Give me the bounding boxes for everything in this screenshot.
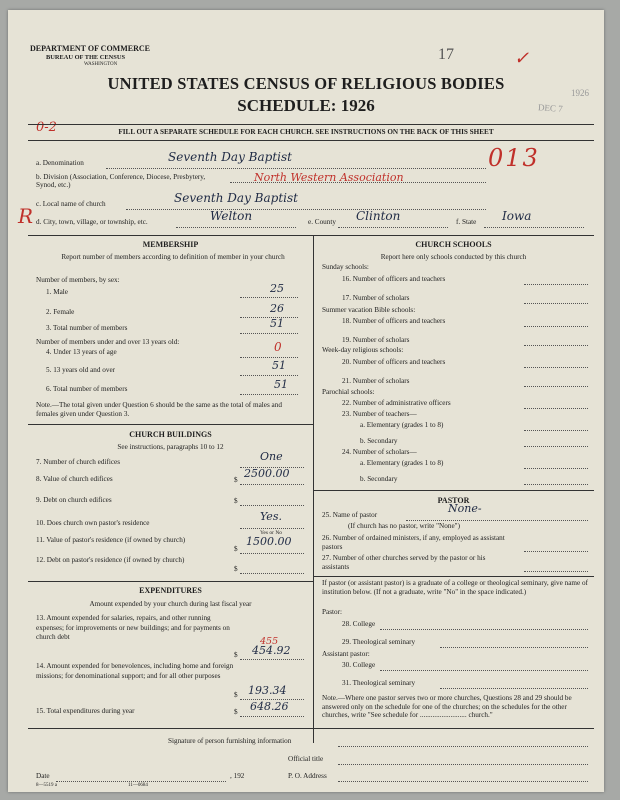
q24a-line: [524, 468, 588, 469]
q10-value[interactable]: Yes.: [260, 510, 282, 523]
code-left: 0-2: [36, 120, 57, 135]
college-intro: If pastor (or assistant pastor) is a graduate of a college or theological seminary, give name of institution below. (If not a graduate, write "No" in the space indicated.): [322, 579, 588, 596]
q6-value[interactable]: 51: [274, 378, 288, 391]
schools-title: CHURCH SCHOOLS: [415, 240, 492, 249]
q19-label: 19. Number of scholars: [342, 336, 410, 344]
q27-label: 27. Number of other churches served by the pastor or his assistants: [322, 554, 486, 571]
q8-value[interactable]: 2500.00: [244, 467, 290, 480]
county-line: [338, 227, 448, 228]
buildings-title: CHURCH BUILDINGS: [129, 430, 212, 439]
q9-dollar: $: [234, 497, 238, 505]
city-line: [176, 227, 296, 228]
pastor-rule: [313, 490, 594, 491]
division-label: b. Division (Association, Conference, Diocese, Presbytery, Synod, etc.): [36, 173, 206, 189]
q10-line: [240, 528, 304, 529]
q10-label: 10. Does church own pastor's residence: [36, 519, 150, 527]
membership-subtitle: Report number of members according to definition of member in your church: [61, 253, 285, 261]
q12-line: [240, 573, 304, 574]
q22-line: [524, 408, 588, 409]
q4-value[interactable]: 0: [274, 340, 282, 354]
q24a-label: a. Elementary (grades 1 to 8): [360, 459, 444, 467]
q1-label: 1. Male: [46, 288, 68, 296]
q6-label: 6. Total number of members: [46, 385, 128, 393]
q11-line: [240, 553, 304, 554]
q15-label: 15. Total expenditures during year: [36, 707, 135, 715]
buildings-rule: [28, 424, 313, 425]
county-value[interactable]: Clinton: [356, 209, 401, 223]
q14-label: 14. Amount expended for benevolences, including home and foreign missions; for denominational support; and for all other purposes: [36, 662, 234, 680]
document-title: UNITED STATES CENSUS OF RELIGIOUS BODIES: [107, 74, 505, 93]
q19-line: [524, 345, 588, 346]
date-line[interactable]: [56, 781, 226, 782]
department-label: DEPARTMENT OF COMMERCE: [30, 44, 151, 53]
q9-line: [240, 505, 304, 506]
schedule-title: SCHEDULE: 1926: [237, 96, 375, 115]
signature-line[interactable]: [338, 746, 588, 747]
date-stamp: DEC 7: [537, 102, 564, 114]
q5-label: 5. 13 years old and over: [46, 366, 116, 374]
q8-line: [240, 484, 304, 485]
q29-label: 29. Theological seminary: [342, 638, 416, 646]
by-sex-label: Number of members, by sex:: [36, 276, 120, 284]
buildings-subtitle: See instructions, paragraphs 10 to 12: [117, 443, 224, 451]
q11-value[interactable]: 1500.00: [246, 535, 292, 548]
po-address-line[interactable]: [338, 781, 588, 782]
q18-label: 18. Number of officers and teachers: [342, 317, 446, 325]
bureau-label: BUREAU OF THE CENSUS: [46, 54, 126, 61]
footer-rule: [28, 728, 594, 729]
q23b-line: [524, 446, 588, 447]
q25-note: (If church has no pastor, write "None"): [348, 522, 460, 530]
city-field-label: d. City, town, village, or township, etc.: [36, 218, 148, 226]
expenditures-title: EXPENDITURES: [139, 586, 202, 595]
q13-value-b[interactable]: 454.92: [252, 644, 291, 657]
instruction-line: FILL OUT A SEPARATE SCHEDULE FOR EACH CHURCH. SEE INSTRUCTIONS ON THE BACK OF THIS SHEET: [118, 128, 494, 136]
local-name-label: c. Local name of church: [36, 200, 106, 208]
local-name-value[interactable]: Seventh Day Baptist: [174, 191, 298, 205]
q7-value[interactable]: One: [260, 450, 283, 463]
q11-dollar: $: [234, 545, 238, 553]
q12-label: 12. Debt on pastor's residence (if owned by church): [36, 556, 185, 564]
assistant-sub-label: Assistant pastor:: [322, 650, 370, 658]
q23-label: 23. Number of teachers—: [342, 410, 417, 418]
denomination-label: a. Denomination: [36, 159, 84, 167]
q29-line: [440, 647, 588, 648]
schools-subtitle: Report here only schools conducted by this church: [380, 253, 527, 261]
q28-line: [380, 629, 588, 630]
q7-label: 7. Number of church edifices: [36, 458, 121, 466]
q2-value[interactable]: 26: [270, 302, 284, 315]
q22-label: 22. Number of administrative officers: [342, 399, 451, 407]
q30-label: 30. College: [342, 661, 376, 669]
under-over-label: Number of members under and over 13 years old:: [36, 338, 180, 346]
official-title-line[interactable]: [338, 764, 588, 765]
q21-label: 21. Number of scholars: [342, 377, 410, 385]
section-divider: [28, 235, 594, 236]
denomination-value[interactable]: Seventh Day Baptist: [168, 150, 292, 164]
q1-line: [240, 297, 298, 298]
city-label: WASHINGTON: [84, 62, 118, 67]
q12-dollar: $: [234, 565, 238, 573]
q2-label: 2. Female: [46, 308, 75, 316]
year-label: , 192: [230, 772, 245, 780]
q23a-label: a. Elementary (grades 1 to 8): [360, 421, 444, 429]
q24-label: 24. Number of scholars—: [342, 448, 417, 456]
county-label: e. County: [308, 218, 336, 226]
q24b-label: b. Secondary: [360, 475, 398, 483]
q30-line: [380, 670, 588, 671]
q20-label: 20. Number of officers and teachers: [342, 358, 446, 366]
census-schedule-sheet: [8, 10, 604, 792]
pastor-title: PASTOR: [437, 496, 470, 505]
expenditures-subtitle: Amount expended by your church during last fiscal year: [89, 600, 252, 608]
q13-dollar: $: [234, 651, 238, 659]
form-code-2: 11—0684: [128, 783, 148, 788]
state-label: f. State: [456, 218, 477, 226]
signature-label: Signature of person furnishing information: [168, 737, 292, 745]
q24b-line: [524, 484, 588, 485]
q3-label: 3. Total number of members: [46, 324, 128, 332]
q13-value-a[interactable]: 455: [260, 636, 279, 647]
form-code: 8—5519 a: [36, 783, 57, 788]
q17-label: 17. Number of scholars: [342, 294, 410, 302]
q25-value[interactable]: None-: [448, 502, 482, 515]
q3-value[interactable]: 51: [270, 317, 284, 330]
q15-dollar: $: [234, 708, 238, 716]
state-line: [484, 227, 584, 228]
q4-line: [240, 357, 298, 358]
q8-dollar: $: [234, 476, 238, 484]
q4-label: 4. Under 13 years of age: [46, 348, 117, 356]
q13-line: [240, 659, 304, 660]
q15-value[interactable]: 648.26: [250, 700, 289, 713]
q17-line: [524, 303, 588, 304]
city-value[interactable]: Welton: [210, 209, 253, 223]
q21-line: [524, 386, 588, 387]
check-mark-top: ✓: [514, 48, 530, 69]
form-number: 17: [438, 46, 454, 63]
q28-label: 28. College: [342, 620, 376, 628]
q25-label: 25. Name of pastor: [322, 511, 378, 519]
sunday-label: Sunday schools:: [322, 263, 369, 271]
header-rule-bottom: [28, 140, 594, 141]
q26-line: [524, 551, 588, 552]
local-name-line: [126, 209, 486, 210]
code-right: 013: [488, 144, 540, 172]
q27-line: [524, 571, 588, 572]
q16-label: 16. Number of officers and teachers: [342, 275, 446, 283]
weekday-label: Week-day religious schools:: [322, 346, 404, 354]
q23a-line: [524, 430, 588, 431]
q31-label: 31. Theological seminary: [342, 679, 416, 687]
q14-value[interactable]: 193.34: [248, 684, 287, 697]
q8-label: 8. Value of church edifices: [36, 475, 113, 483]
college-rule: [313, 576, 594, 577]
q11-label: 11. Value of pastor's residence (if owned by church): [36, 536, 186, 544]
q9-label: 9. Debt on church edifices: [36, 496, 112, 504]
q15-line: [240, 716, 304, 717]
expenditures-rule: [28, 581, 313, 582]
date-label: Date: [36, 772, 50, 780]
year-stamp: 1926: [571, 88, 589, 98]
header-rule-top: [28, 124, 594, 125]
q3-line: [240, 333, 298, 334]
q14-dollar: $: [234, 691, 238, 699]
q6-line: [240, 394, 298, 395]
pastor-sub-label: Pastor:: [322, 608, 342, 616]
q31-line: [440, 688, 588, 689]
q20-line: [524, 367, 588, 368]
state-value[interactable]: Iowa: [502, 209, 532, 223]
q16-line: [524, 284, 588, 285]
denomination-line: [106, 168, 486, 169]
q26-label: 26. Number of ordained ministers, if any, employed as assistant pastors: [322, 534, 505, 551]
vacation-label: Summer vacation Bible schools:: [322, 306, 416, 314]
parochial-label: Parochial schools:: [322, 388, 375, 396]
r-mark: R: [18, 204, 34, 228]
q25-line: [406, 520, 588, 521]
official-title-label: Official title: [288, 755, 324, 763]
q23b-label: b. Secondary: [360, 437, 398, 445]
q13-label: 13. Amount expended for salaries, repairs, and other running expenses; for improvements or new buildings; and for payments on church debt: [36, 614, 230, 641]
pastor-note: Note.—Where one pastor serves two or more churches, Questions 28 and 29 should be answered only on the schedule for one of the churches; on the schedules for the other churches, write "See schedule for .......................... church.": [322, 694, 572, 719]
division-value[interactable]: North Western Association: [254, 171, 404, 184]
q5-value[interactable]: 51: [272, 359, 286, 372]
q18-line: [524, 326, 588, 327]
yes-no-hint: Yes or No: [260, 530, 283, 536]
column-divider: [313, 235, 314, 743]
q5-line: [240, 375, 298, 376]
q2-line: [240, 317, 298, 318]
membership-note: Note.—The total given under Question 6 should be the same as the total of males and females given under Question 3.: [36, 401, 282, 418]
membership-title: MEMBERSHIP: [142, 240, 199, 249]
q1-value[interactable]: 25: [270, 282, 284, 295]
po-address-label: P. O. Address: [288, 772, 327, 780]
